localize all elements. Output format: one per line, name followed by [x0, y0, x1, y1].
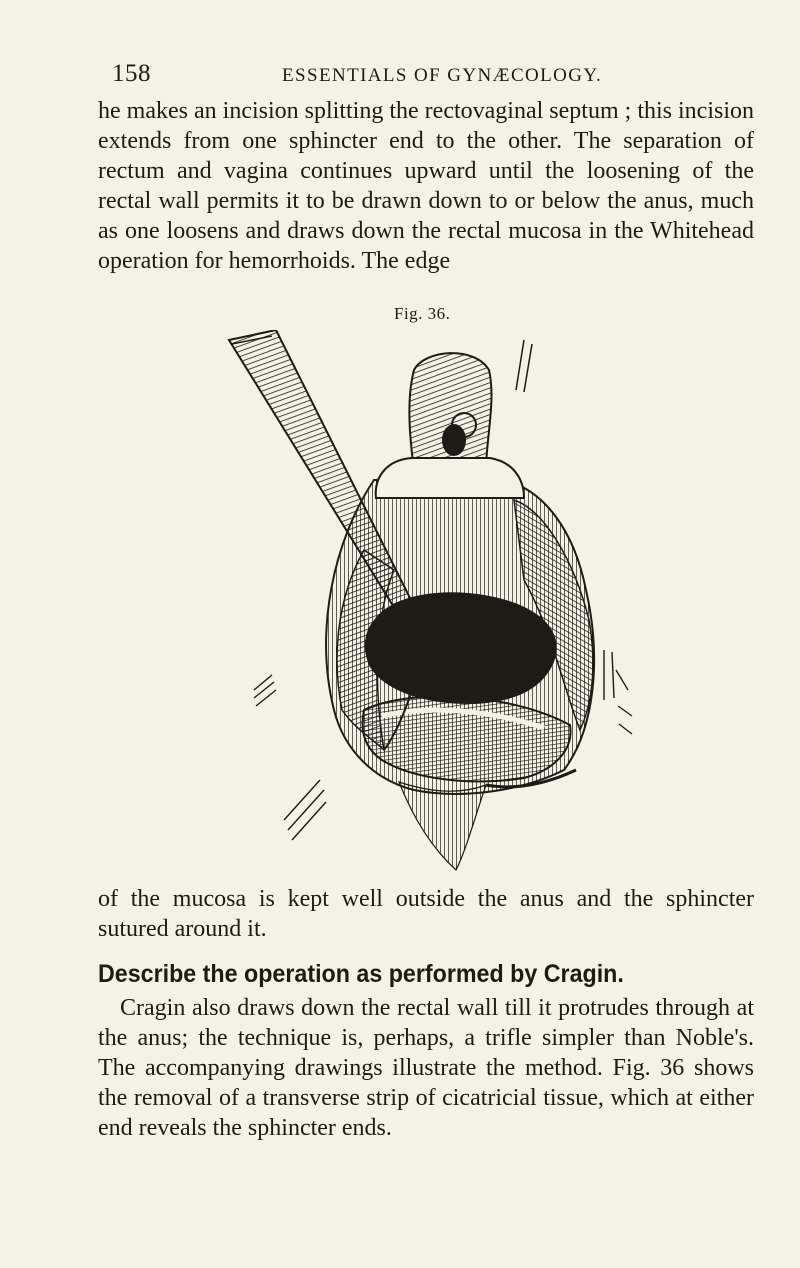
figure-label: Fig. 36.	[394, 304, 451, 323]
figure-illustration	[224, 330, 636, 872]
section-question-heading: Describe the operation as performed by Cragin.	[98, 960, 624, 988]
surgical-illustration-icon	[224, 330, 636, 872]
page-number: 158	[112, 60, 151, 87]
page-header	[112, 60, 752, 92]
body-paragraph-3: Cragin also draws down the rectal wall till it protrudes through at the anus; the technique is, perhaps, a trifle simpler than Noble's. The accompanying drawings illustrate the method. Fig. 36 shows the removal of a transverse strip of cicatricial tissue, which at either end reveals the sphincter ends.	[98, 995, 754, 1141]
body-paragraph-1: he makes an incision splitting the rectovaginal septum ; this incision extends from one sphincter end to the other. The separation of rectum and vagina continues upward until the loosening of the rectal wall permits it to be drawn down to or below the anus, much as one loosens and draws down the rectal mucosa in the Whitehead operation for hemorrhoids. The edge	[98, 98, 754, 274]
body-paragraph-2: of the mucosa is kept well outside the anus and the sphincter sutured around it.	[98, 886, 754, 942]
running-title: ESSENTIALS OF GYNÆCOLOGY.	[282, 65, 603, 86]
